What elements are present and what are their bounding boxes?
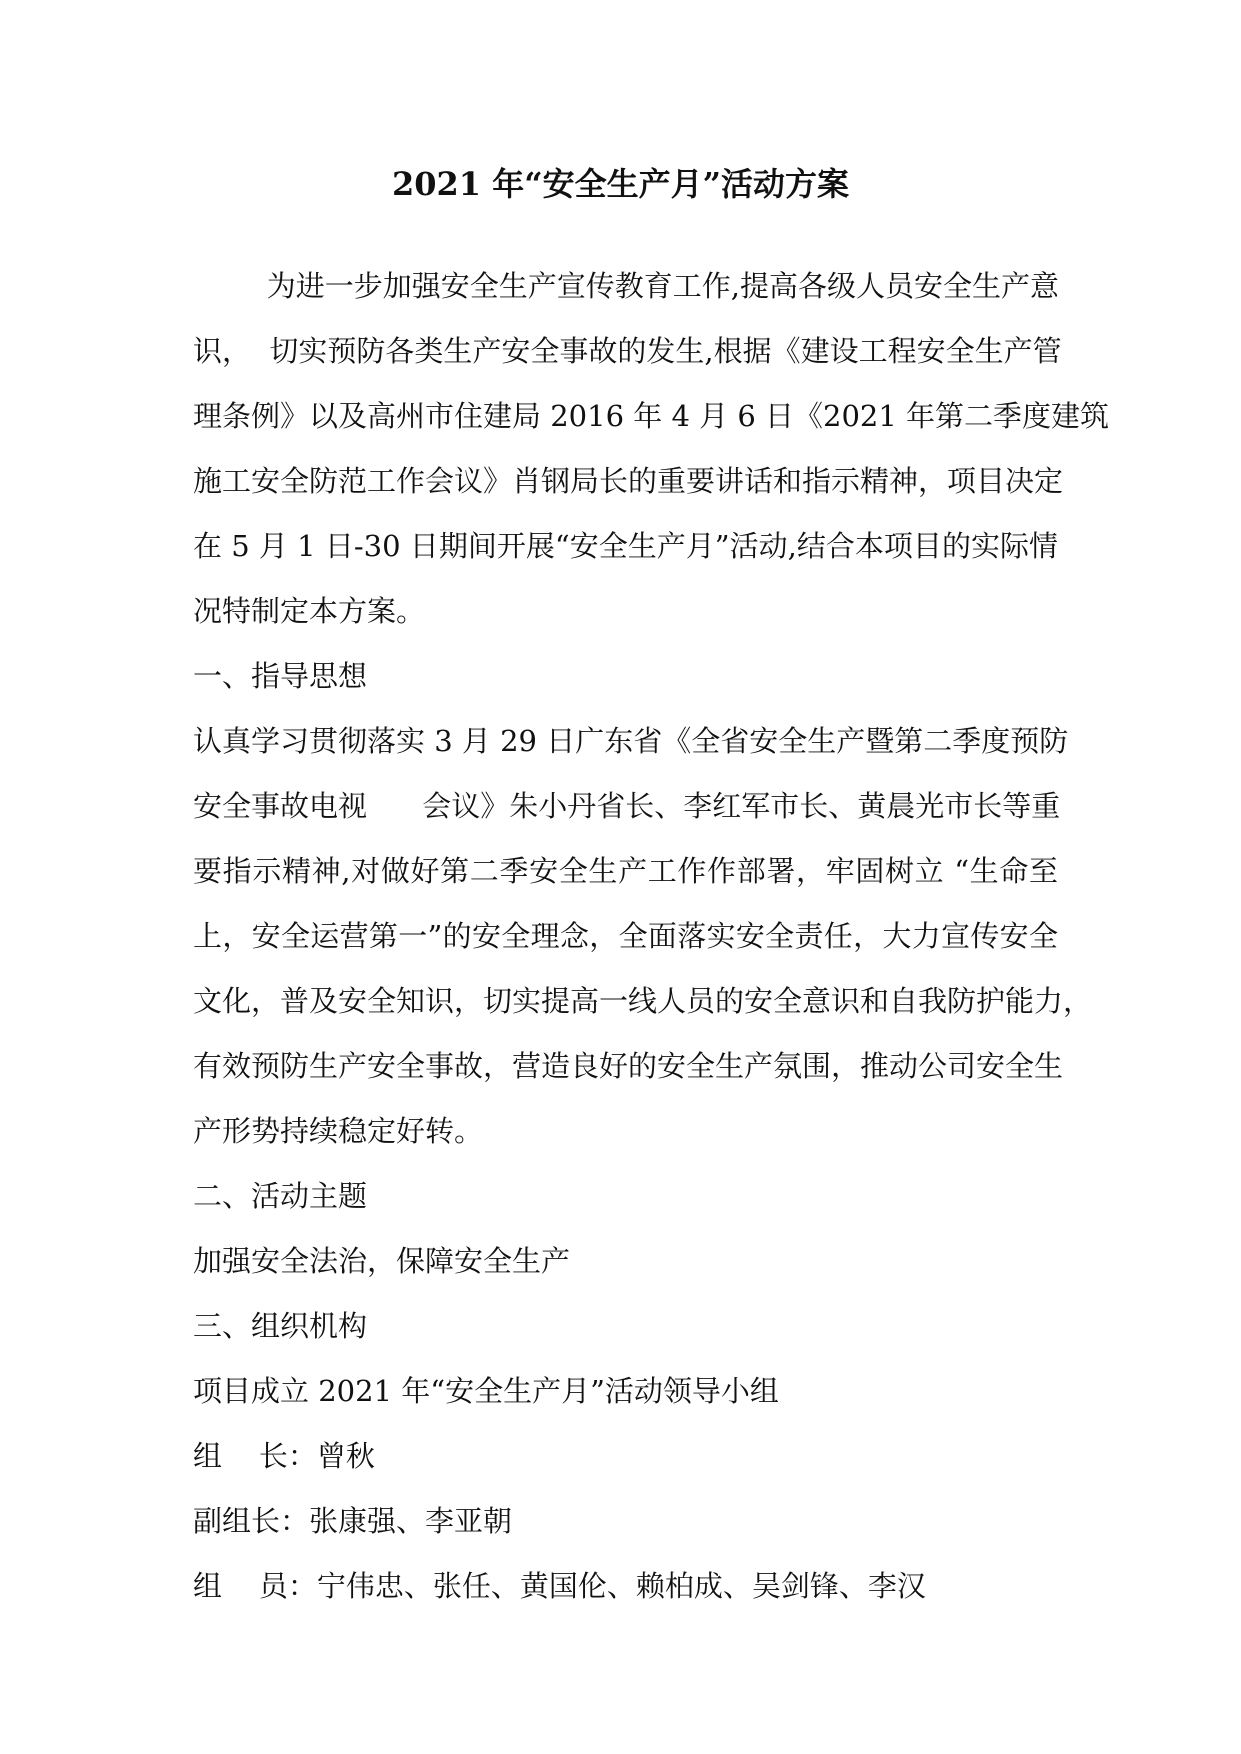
section-heading: 一、指导思想 (193, 659, 368, 693)
paragraph-line: 产形势持续稳定好转。 (193, 1114, 484, 1148)
paragraph-line: 上，安全运营第一”的安全理念，全面落实安全责任，大力宣传安全 (193, 919, 1058, 953)
deputy-leader-line: 副组长：张康强、李亚朝 (193, 1504, 513, 1538)
paragraph-line: 要指示精神,对做好第二季安全生产工作作部署，牢固树立 “生命至 (193, 854, 1058, 888)
paragraph-line: 项目成立 2021 年“安全生产月”活动领导小组 (193, 1374, 779, 1408)
paragraph-line: 施工安全防范工作会议》肖钢局长的重要讲话和指示精神，项目决定 (193, 464, 1064, 498)
paragraph-line: 识， 切实预防各类生产安全事故的发生,根据《建设工程安全生产管 (193, 334, 1062, 368)
paragraph-line: 安全事故电视 会议》朱小丹省长、李红军市长、黄晨光市长等重 (193, 789, 1061, 823)
document-title: 2021 年“安全生产月”活动方案 (391, 165, 850, 203)
leader-line: 组 长：曾秋 (193, 1439, 375, 1473)
paragraph-line: 在 5 月 1 日-30 日期间开展“安全生产月”活动,结合本项目的实际情 (193, 529, 1058, 563)
members-line: 组 员：宁伟忠、张任、黄国伦、赖柏成、吴剑锋、李汉 (193, 1569, 926, 1603)
paragraph-line: 为进一步加强安全生产宣传教育工作,提高各级人员安全生产意 (193, 269, 1059, 303)
paragraph-line: 况特制定本方案。 (193, 594, 426, 628)
document-body (193, 254, 1110, 1619)
paragraph-line: 文化，普及安全知识，切实提高一线人员的安全意识和自我防护能力， (193, 984, 1093, 1018)
section-heading: 三、组织机构 (193, 1309, 368, 1343)
paragraph-line: 认真学习贯彻落实 3 月 29 日广东省《全省安全生产暨第二季度预防 (193, 724, 1069, 758)
paragraph-line: 加强安全法治，保障安全生产 (193, 1244, 571, 1278)
section-heading: 二、活动主题 (193, 1179, 368, 1213)
paragraph-line: 有效预防生产安全事故，营造良好的安全生产氛围，推动公司安全生 (193, 1049, 1064, 1083)
paragraph-line: 理条例》以及高州市住建局 2016 年 4 月 6 日《2021 年第二季度建筑 (193, 399, 1110, 433)
